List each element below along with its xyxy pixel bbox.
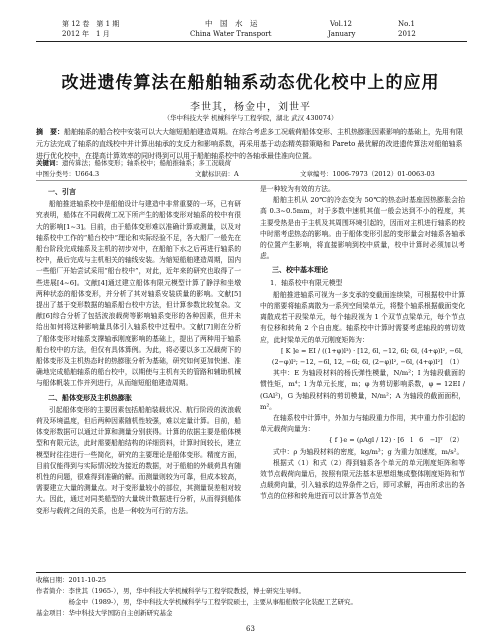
section-heading-intro: 一、引言	[48, 187, 76, 196]
paragraph-symbols: 其中：E 为轴段材料的杨氏弹性模量，N/m²；I 为轴段截面的惯性矩，m⁴；l 为单元长度，m；φ 为剪切影响系数，φ = 12EI / (GAl²)，G 为轴段材料的剪切模量，N/m²；A 为轴段的截面面积，m²。	[260, 369, 465, 411]
abstract-label: 摘 要：	[36, 127, 64, 136]
header-date-cn: 2012 年 1 月	[62, 30, 110, 38]
section-heading-theory: 三、校中基本理论	[272, 265, 328, 275]
header-vol-en: Vol.12	[330, 20, 352, 28]
subsection-heading-fem: 1．轴系校中有限元模型	[270, 278, 343, 287]
equation-stiffness-matrix: [ K ]e = EI / ((1+φ)l³) · [12, 6l, −12, 6l; 6l, (4+φ)l², −6l, (2−φ)l²; −12, −6l, 12, −6l; 6l, (2−φ)l², −6l, (4+φ)l²] （1）	[271, 346, 463, 367]
keywords-line	[36, 158, 466, 167]
header-month-en: January	[328, 30, 356, 38]
paragraph-continued: 是一种较为有效的方法。	[260, 185, 335, 193]
header-vol-cn: 第 12 卷 第 1 期	[62, 20, 120, 28]
paragraph-fem: 船舶推进轴系可视为一多支承的变截面连续梁，可根据校中计算中的需要将轴系离散为一系列空间梁单元，将整个轴系根据截面变化离散成若干段梁单元，每个轴段视为 1 个双节点梁单元，每个节点有位移和转角 2 个自由度。轴系校中计算时需要考虑轴段的剪切效应，此时梁单元的单元刚度矩阵为：	[260, 290, 465, 344]
equation-load-vector: { f }e = (ρAgl / 12) · [6 l 6 −l]ᵀ （2）	[328, 436, 463, 445]
article-number: 文章编号：1006-7973（2012）01-0063-03	[300, 170, 435, 178]
footnote	[36, 572, 466, 619]
page-number: 63	[246, 625, 255, 633]
section-heading-deformation: 二、船体变形及主机热膨胀	[48, 392, 132, 402]
paragraph-assembly: 根据式（1）和式（2）得到轴系各个单元的单元刚度矩阵和等效节点载荷向量后，按照有限元法基本思想组集成整体刚度矩阵和节点载荷向量，引入轴承的边界条件之后，即可求解，再由所求出的各节点的位移和转角进而可以计算各节点处	[260, 458, 465, 501]
paragraph-thermal: 船舶主机从 20℃的冷态变为 50℃的热态时基座因热膨胀会抬高 0.3~0.5mm，对于多数中速机其值一般会达到不小的程度，其主要受热是由于主机及其周围环境引起的，因而对主机进行轴系的校中时需考虑热态的影响。由于船体变形引起的变形量会对轴系各轴承的位置产生影响，将直接影响到校中质量，校中计算时必须加以考虑。	[260, 196, 465, 261]
clc-number: 中图分类号：U664.3	[36, 170, 100, 178]
keywords-label: 关键词：	[36, 159, 62, 167]
header-rule	[36, 41, 467, 42]
affiliation: （华中科技大学 机械科学与工程学院，湖北 武汉 430074）	[163, 114, 338, 122]
paragraph-density: 式中：ρ 为轴段材料的密度，kg/m³；g 为重力加速度，m/s²。	[273, 447, 464, 456]
abstract-text: 船舶轴系的船合校中安装可以大大缩短船舶建造周期。在综合考虑多工况载荷船体变形、主机热膨胀因素影响的基础上，先用有限元方法完成了轴系的直线校中并计算出轴承的支反力和影响系数，再采用基于动态精英群策略和 Pareto 最优解的改进遗传算法对船舶轴系进行优化校中，在提高计算效率的同时得到可以用于船舶轴系校中的各轴承最佳准向位置。	[36, 128, 463, 160]
right-column	[260, 184, 465, 568]
header-year-en: 2012	[398, 30, 416, 38]
fund-info: 基金项目：华中科技大学国防自主创新研究基金	[36, 609, 173, 617]
author-bio-1: 作者简介：李世其（1965-），男，华中科技大学机械科学与工程学院教授，博士研究生导师。	[36, 587, 305, 595]
paragraph-intro: 船舶推进轴系校中是船舶设计与建造中非常重要的一环，已有研究表明，船体在不同载荷工况下所产生的船体变形对轴系的校中有很大的影响[1~3]。目前，由于船体变形难以准确计算或测量，以及对轴系校中工作的“船台校中”理论和实际经验不足，各大船厂一般先在船台阶段完成轴系及主机的初步对中，在船舶下水之后再进行轴系的校中，最后完成与主机相关的轴线安装。为缩短船舶建造周期，国内一些船厂开始尝试采用“船台校中”，对此，近年来的研究也取得了一些进展[4~6]。文献[4]通过建立船体有限元模型计算了静浮和坐墩两种状态的船体变形，并分析了其对轴系安装质量的影响。文献[5]提出了基于变形数据的轴系船台校中方法，但计算参数比较复杂。文献[6]综合分析了包括波浪载荷等影响轴系变形的各种因素，但并未给出如何将这种影响量具体引入轴系校中过程中。文献[7]则在分析了船体变形对轴系支撑轴承刚度影响的基础上，提出了两种用于轴系船台校中的方法，但仅有具体算例。为此，将必要以多工况载荷下的船体变形及主机热态时的热膨胀分析为基础，研究如何更加快速、准确地完成船舶轴系的船台校中，以期使与主机有关的管路和辅助机械与船体帆装工作并列进行，从而缩短船舶建造周期。	[36, 200, 241, 388]
header-no-en: No.1	[398, 20, 415, 28]
abstract	[36, 126, 466, 162]
authors: 李世其，杨金中，刘世平	[190, 102, 311, 113]
header-journal-en: China Water Transport	[190, 30, 272, 38]
left-column	[36, 184, 241, 568]
abstract-rule	[36, 180, 467, 181]
received-date: 收稿日期：2011-10-25	[36, 576, 106, 584]
header-journal-cn: 中 国 水 运	[205, 19, 258, 28]
paper-title: 改进遗传算法在船舶轴系动态优化校中上的应用	[61, 73, 440, 93]
author-bio-2: 杨金中（1989-），男，华中科技大学机械科学与工程学院硕士，主要从事船舶数字化装配工艺研究。	[36, 598, 357, 606]
keywords-text: 遗传算法；船体变形；轴系校中；船舶推轴系；多工况载荷	[62, 159, 231, 167]
paragraph-load: 在轴系校中计算中，外加力与轴段重力作用，其中重力作引起的单元载荷向量为：	[260, 414, 465, 434]
paragraph-deformation: 引起船体变形的主要因素包括船舶装载状况、航行阶段的波浪载荷及环境温度，但后两种因素随机性较强，难以定量计算。目前，船体变形数据可以通过计算和测量分别获得。计算的依据主要是船体模型和有限元法，此时需要船舶结构的详细资料，计算时间较长，建立模型时往往进行一些简化，研究的主要理论是船体变形。精度方面，目前仅能得到与实际情况较为接近的数据，对于船舶的外载荷具有随机性的问题，很难得到准确的解。而测量则较为可靠，但成本较高，需要建立大量的测量点。对于变形量较小的部位，其测量误差相对较大。因此，通过对同类船型的大量统计数据进行分析，从而得到船体变形与载荷之间的关系，也是一种较为可行的方法。	[36, 405, 241, 515]
doc-code: 文献标识码：A	[195, 170, 239, 178]
